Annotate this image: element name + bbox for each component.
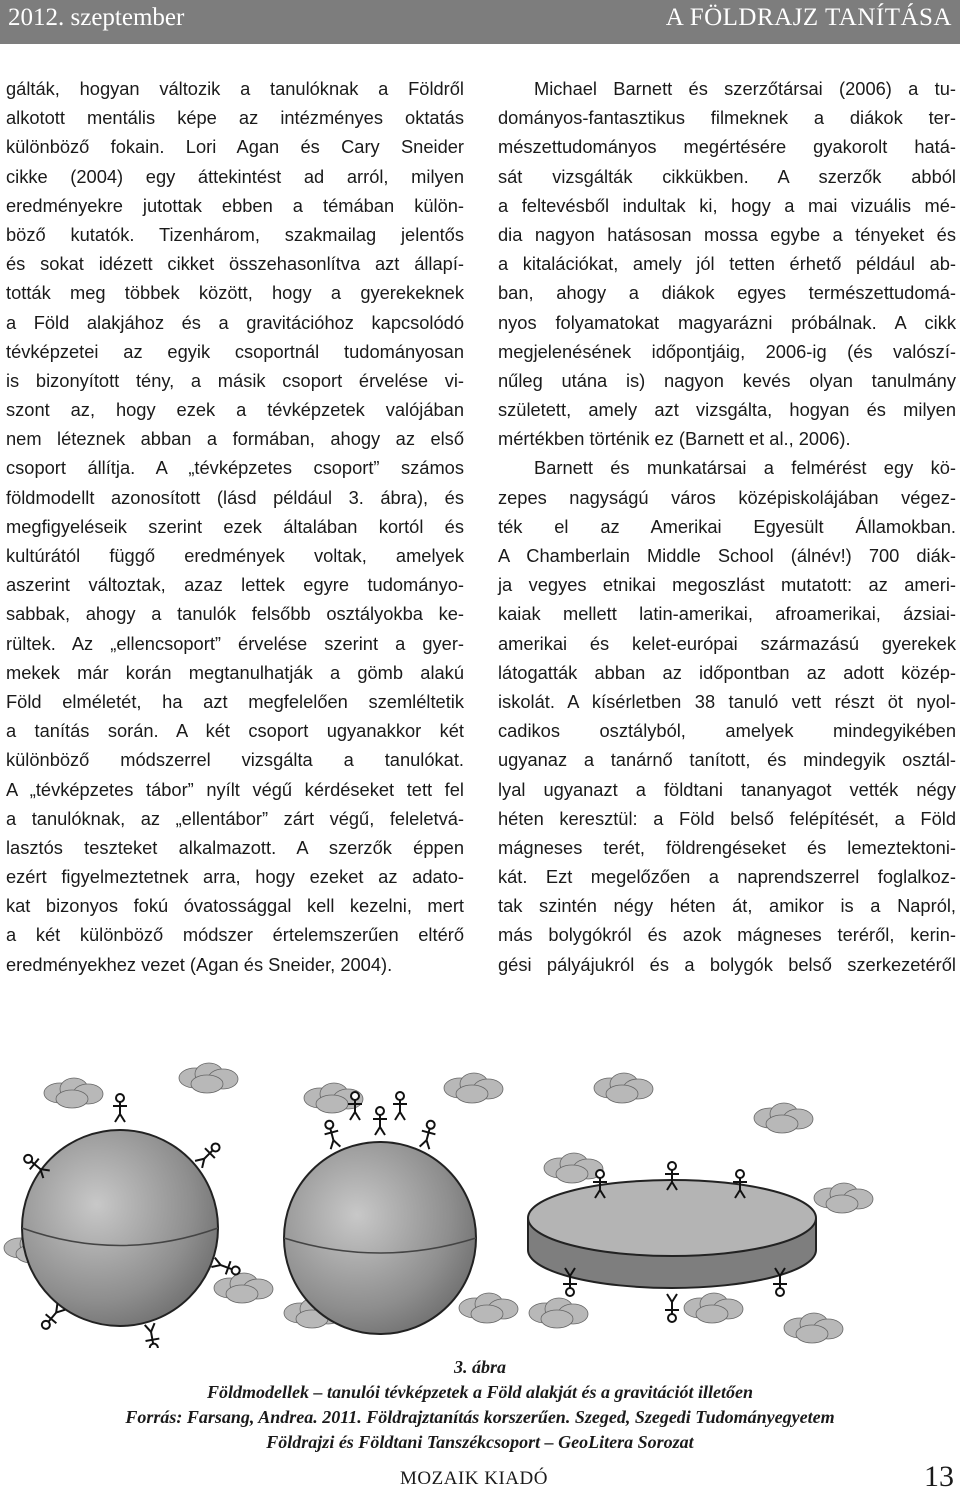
text-line: nűleg utána is) nagyon kevés olyan tanulmány <box>498 369 956 391</box>
figure-title: Földmodellek – tanulói tévképzetek a Föld alakját és a gravitációt illetően <box>207 1382 753 1402</box>
cloud <box>754 1103 813 1133</box>
stick-person <box>665 1294 679 1322</box>
text-line: különböző fokain. Lori Agan és Cary Sneider <box>6 136 464 158</box>
text-line: A Chamberlain Middle School (álnév!) 700 diák- <box>498 545 956 566</box>
text-line: csoport állítja. A „tévképzetes csoport” számos <box>6 457 464 479</box>
globe-left <box>22 1130 218 1326</box>
flat-earth-disk <box>528 1180 816 1288</box>
text-line: tak szintén négy héten át, amikor is a Napról, <box>498 895 956 917</box>
cloud <box>784 1313 843 1343</box>
text-line: különböző módszerrel vizsgálta a tanulókat. <box>6 749 464 771</box>
publisher-name: MOZAIK KIADÓ <box>400 1468 548 1489</box>
text-line: ték el az Amerikai Egyesült Államokban. <box>498 515 956 537</box>
figure-illustration <box>0 1058 960 1348</box>
text-line: dia nagyon hatásosan mossa egybe a tényeket és <box>498 223 956 245</box>
stick-person <box>322 1119 343 1150</box>
cloud <box>444 1073 503 1103</box>
text-line: mészettudományos megértésére gyakorolt hatá- <box>498 136 956 158</box>
page-number: 13 <box>924 1460 954 1493</box>
cloud <box>684 1293 743 1323</box>
text-line: cikke (2004) egy áttekintést ad arról, milyen <box>6 165 464 187</box>
journal-title: A FÖLDRAJZ TANÍTÁSA <box>665 4 952 31</box>
stick-person <box>194 1140 224 1170</box>
text-line: kaiak mellett latin-amerikai, afroamerikai, ázsiai- <box>498 603 956 625</box>
text-line: a két különböző módszer értelemszerűen eltérő <box>6 924 464 946</box>
text-line: héten keresztül: a Föld belső felépítését, a Föld <box>498 807 956 829</box>
text-line: mekek már korán megtanulhatják a gömb alakú <box>6 661 464 683</box>
text-line: sabbak, ahogy a tanulók felsőbb osztályokba ke- <box>6 603 464 625</box>
text-line: megfigyeléseik szerint ezek általában kortól és <box>6 515 464 537</box>
figure-source-continued: Földrajzi és Földtani Tanszékcsoport – GeoLitera Sorozat <box>266 1432 694 1452</box>
text-line: kat bizonyos fokú óvatossággal kell kezelni, mert <box>6 895 464 917</box>
text-line: kát. Ezt megelőzően a naprendszerrel foglalkoz- <box>498 866 956 888</box>
cloud <box>459 1293 518 1323</box>
text-line: eredményekre jutottak ebben a témában külön- <box>6 194 464 216</box>
cloud <box>44 1078 103 1108</box>
cloud <box>814 1183 873 1213</box>
text-line: szont az, hogy ezek a tévképzetek valójában <box>6 399 464 421</box>
text-line: más bolygókról és azok mágneses teréről, kerin- <box>498 924 956 946</box>
stick-person <box>393 1092 407 1120</box>
cloud <box>214 1273 273 1303</box>
text-line: alkotott mentális képe az intézményes oktatás <box>6 107 464 129</box>
text-line: nyos folyamatokat magyarázni próbálnak. A cikk <box>498 311 956 333</box>
earth-models-figure <box>0 1058 960 1348</box>
text-line: dományos-fantasztikus filmeknek a diákok ter- <box>498 107 956 129</box>
text-line: a kitalációkat, amely jól tetten érhető például ab- <box>498 253 956 275</box>
issue-date: 2012. szeptember <box>8 4 185 31</box>
stick-person <box>418 1119 439 1150</box>
text-line: tották meg többek között, hogy a gyerekeknek <box>6 282 464 304</box>
figure-source: Forrás: Farsang, Andrea. 2011. Földrajztanítás korszerűen. Szeged, Szegedi Tudományegyetem <box>125 1407 835 1427</box>
text-line: Föld elméletét, ha azt megfelelően szemléltetik <box>6 690 464 712</box>
figure-caption <box>0 1355 960 1455</box>
text-line: ezért figyelmeztetnek arra, hogy ezeket az adato- <box>6 866 464 888</box>
text-line: lasztós teszteket alkalmazott. A szerzők éppen <box>6 836 464 858</box>
left-text-column <box>6 74 464 979</box>
text-line: Michael Barnett és szerzőtársai (2006) a tu- <box>534 78 956 99</box>
text-line: Barnett és munkatársai a felmérést egy kö- <box>534 457 956 479</box>
stick-person <box>113 1094 127 1122</box>
text-line: kultúrától függő eredmények voltak, amelyek <box>6 545 464 566</box>
cloud <box>544 1153 603 1183</box>
cloud <box>529 1298 588 1328</box>
text-line: sát vizsgálták cikkükben. A szerzők abból <box>498 165 956 187</box>
text-line: iskolát. A kísérletben 38 tanuló vett részt öt nyol- <box>498 690 956 712</box>
text-line: és sokat idézett cikket összehasonlítva azt állapí- <box>6 253 464 275</box>
stick-person <box>211 1256 242 1279</box>
text-line: a tanítás során. A két csoport ugyanakkor két <box>6 720 464 742</box>
stick-person <box>373 1107 387 1135</box>
text-line: eredményekhez vezet (Agan és Sneider, 2004). <box>6 953 393 975</box>
text-line: ban, ahogy a diákok egyes természettudomá- <box>498 282 956 304</box>
text-line: zepes nagyságú város középiskolájában végez- <box>498 486 956 508</box>
text-line: nem léteznek abban a formában, ahogy az első <box>6 428 464 450</box>
text-line: mértékben történik ez (Barnett et al., 2006). <box>498 428 851 450</box>
right-text-column <box>498 74 956 979</box>
text-line: tévképzetei az egyik csoportnál tudományosan <box>6 340 464 362</box>
text-line: született, amely azt vizsgálta, hogyan és milyen <box>498 399 956 421</box>
text-line: rültek. Az „ellencsoport” érvelése szerint a gyer- <box>6 632 464 654</box>
text-line: ja vegyes etnikai megoszlást mutatott: az ameri- <box>498 574 956 596</box>
stick-person <box>143 1323 162 1348</box>
cloud <box>179 1063 238 1093</box>
text-line: amerikai és kelet-európai származású gyerekek <box>498 632 956 654</box>
cloud <box>594 1073 653 1103</box>
figure-label: 3. ábra <box>453 1357 506 1377</box>
text-line: aszerint változtak, azaz lettek egyre tudományo- <box>6 574 464 596</box>
text-line: A „tévképzetes tábor” nyílt végű kérdéseket tett fel <box>6 778 464 800</box>
text-line: megjelenésének időpontjáig, 2006-ig (és valószí- <box>498 340 956 362</box>
globe-middle <box>284 1142 476 1334</box>
text-line: a Föld alakjához és a gravitációhoz kapcsolódó <box>6 311 464 333</box>
text-line: földmodellt azonosított (lásd például 3. ábra), és <box>6 486 464 508</box>
text-line: böző kutatók. Tizenhárom, szakmailag jelentős <box>6 223 464 245</box>
text-line: a tanulóknak, az „ellentábor” zárt végű, feleletvá- <box>6 807 464 829</box>
page-header <box>0 0 960 44</box>
text-line: gési pályájukról és a bolygók belső szerkezetéről <box>498 953 956 975</box>
text-line: a feltevésből indultak ki, hogy a mai vizuális mé- <box>498 194 956 216</box>
text-line: is bizonyított tény, a másik csoport érvelése vi- <box>6 369 464 391</box>
text-line: gálták, hogyan változik a tanulóknak a Földről <box>6 78 464 99</box>
text-line: ugyanaz a tanárnő tanított, és mindegyik osztál- <box>498 749 956 771</box>
text-line: látogatták abban az időpontban az adott közép- <box>498 661 956 683</box>
text-line: lyal ugyanazt a földtani tananyagot vették négy <box>498 778 956 800</box>
text-line: cadikos osztályból, amelyek mindegyikében <box>498 720 956 742</box>
text-line: mágneses terét, földrengéseket és lemeztektoni- <box>498 836 956 858</box>
